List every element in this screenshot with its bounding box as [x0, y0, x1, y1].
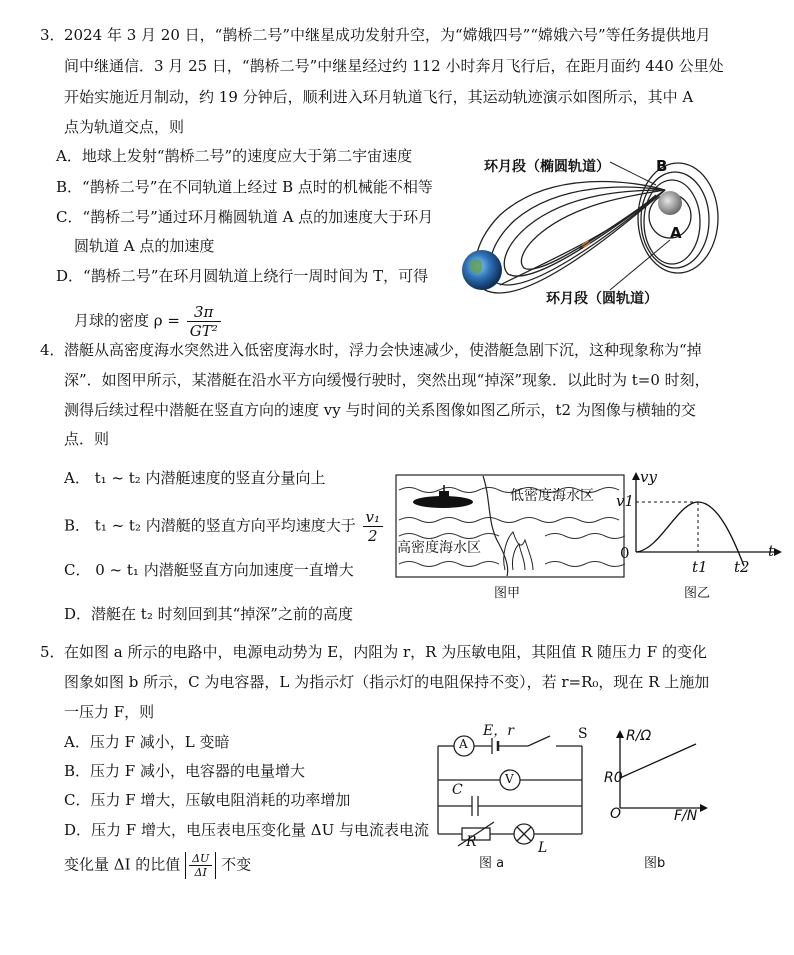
q3-line-3: 开始实施近月制动，约 19 分钟后，顺利进入环月轨道飞行，其运动轨迹演示如图所示，其中 A [64, 88, 694, 106]
origin-o-label: O [610, 806, 622, 822]
circle-label-pointer [610, 240, 670, 290]
voltmeter-label: V [505, 772, 514, 786]
label-circle-orbit: 环月段（圆轨道） [546, 291, 658, 307]
q5-abs-ratio [185, 852, 216, 879]
q3-option-c: C．“鹊桥二号”通过环月椭圆轨道 A 点的加速度大于环月 [56, 208, 434, 226]
q5-ratio-text: 变化量 ΔI 的比值 [64, 855, 181, 874]
vy-axis-arrow [632, 472, 640, 480]
q4-option-b-text: B． t₁ ~ t₂ 内潜艇的竖直方向平均速度大于 [64, 516, 356, 535]
q5-line-3: 一压力 F，则 [64, 703, 155, 721]
origin-zero: 0 [620, 544, 630, 562]
vt-curve [636, 502, 744, 566]
fig-yi-caption: 图乙 [684, 586, 711, 601]
q3-density-fraction [187, 303, 221, 340]
q3-line-2: 间中继通信．3 月 25 日，“鹊桥二号”中继星经过约 112 小时奔月飞行后，在距月面约 440 公里处 [64, 57, 724, 75]
q4-option-d: D．潜艇在 t₂ 时刻回到其“掉深”之前的高度 [64, 605, 353, 623]
q5-option-a: A．压力 F 减小，L 变暗 [64, 733, 230, 751]
switch-label: S [578, 726, 588, 742]
label-ellipse-orbit: 环月段（椭圆轨道） [484, 159, 610, 175]
f-axis-arrow [700, 804, 708, 812]
earth-orbits [475, 181, 665, 293]
emf-label: E，r [483, 723, 514, 739]
t-label: t [768, 542, 775, 560]
capacitor-label: C [452, 782, 463, 798]
q3-option-c-cont: 圆轨道 A 点的加速度 [74, 237, 215, 255]
q4-option-a: A． t₁ ~ t₂ 内潜艇速度的竖直分量向上 [64, 469, 326, 487]
v1-label: v1 [616, 492, 635, 510]
switch-icon [528, 736, 550, 746]
high-density-label: 高密度海水区 [397, 540, 481, 556]
point-a-label: A [670, 224, 682, 242]
q5-number: 5． [40, 643, 65, 661]
f-axis-label: F/N [674, 808, 698, 824]
q5-option-d-cont [64, 852, 251, 879]
r-axis-arrow [616, 730, 624, 738]
ammeter-label: A [459, 737, 468, 751]
q4-option-c: C． 0 ~ t₁ 内潜艇竖直方向加速度一直增大 [64, 561, 354, 579]
r-f-line [620, 744, 696, 778]
point-b-label: B [656, 157, 668, 175]
earth-icon [462, 250, 502, 290]
q3-option-b: B．“鹊桥二号”在不同轨道上经过 B 点时的机械能不相等 [56, 178, 433, 196]
t2-label: t2 [734, 558, 750, 576]
q5-unchanged-text: 不变 [221, 855, 252, 874]
q5-frac-num: ΔU [189, 852, 212, 866]
q4-line-1: 潜艇从高密度海水突然进入低密度海水时，浮力会快速减少，使潜艇急剧下沉，这种现象称为“掉 [64, 341, 702, 359]
moon-icon [658, 191, 682, 215]
q3-frac-den: GT² [189, 322, 218, 340]
q4-number: 4． [40, 341, 65, 359]
q5-line-2: 图象如图 b 所示，C 为电容器，L 为指示灯（指示灯的电阻保持不变），若 r=R₀，现在 R 上施加 [64, 673, 710, 691]
q3-option-d: D．“鹊桥二号”在环月圆轨道上绕行一周时间为 T，可得 [56, 267, 429, 285]
q4-option-b [64, 508, 385, 545]
r0-label: R0 [604, 770, 623, 786]
q4-frac-num: v₁ [363, 508, 384, 527]
q3-density-label: 月球的密度 ρ = [74, 311, 180, 330]
q3-line-4: 点为轨道交点，则 [64, 118, 185, 136]
q5-option-c: C．压力 F 增大，压敏电阻消耗的功率增加 [64, 791, 351, 809]
q4-line-4: 点．则 [64, 430, 110, 448]
q5-frac-den: ΔI [194, 866, 207, 879]
q4-line-3: 测得后续过程中潜艇在竖直方向的速度 vy 与时间的关系图像如图乙所示，t2 为图像与横轴的交 [64, 401, 696, 419]
q5-option-b: B．压力 F 减小，电容器的电量增大 [64, 762, 305, 780]
q3-line-1: 2024 年 3 月 20 日，“鹊桥二号”中继星成功发射升空，为“嫦娥四号”“嫦娥六号”等任务提供地月 [64, 26, 711, 44]
t-axis-arrow [774, 548, 782, 556]
lamp-label: L [538, 840, 548, 856]
q3-option-a: A．地球上发射“鹊桥二号”的速度应大于第二宇宙速度 [56, 147, 413, 165]
low-density-label: 低密度海水区 [510, 488, 594, 504]
resistor-label: R [466, 834, 477, 850]
q4-frac-den: 2 [368, 527, 378, 545]
q5-line-1: 在如图 a 所示的电路中，电源电动势为 E，内阻为 r，R 为压敏电阻，其阻值 R 随压力 F 的变化 [64, 643, 707, 661]
q5-option-d: D．压力 F 增大，电压表电压变化量 ΔU 与电流表电流 [64, 821, 429, 839]
q3-frac-num: 3π [187, 303, 221, 322]
q3-option-d-cont [74, 303, 223, 340]
fig-b-caption: 图b [644, 856, 666, 871]
fig-jia-caption: 图甲 [494, 586, 521, 601]
q4-line-2: 深”．如图甲所示，某潜艇在沿水平方向缓慢行驶时，突然出现“掉深”现象．以此时为 t=0 时刻， [64, 371, 710, 389]
q5-ratio-fraction [189, 852, 212, 879]
q4-option-b-fraction [363, 508, 384, 545]
q3-number: 3． [40, 26, 65, 44]
fig-a-caption: 图 a [479, 856, 505, 871]
vy-label: vy [640, 468, 657, 486]
r-axis-label: R/Ω [626, 728, 652, 744]
t1-label: t1 [692, 558, 708, 576]
